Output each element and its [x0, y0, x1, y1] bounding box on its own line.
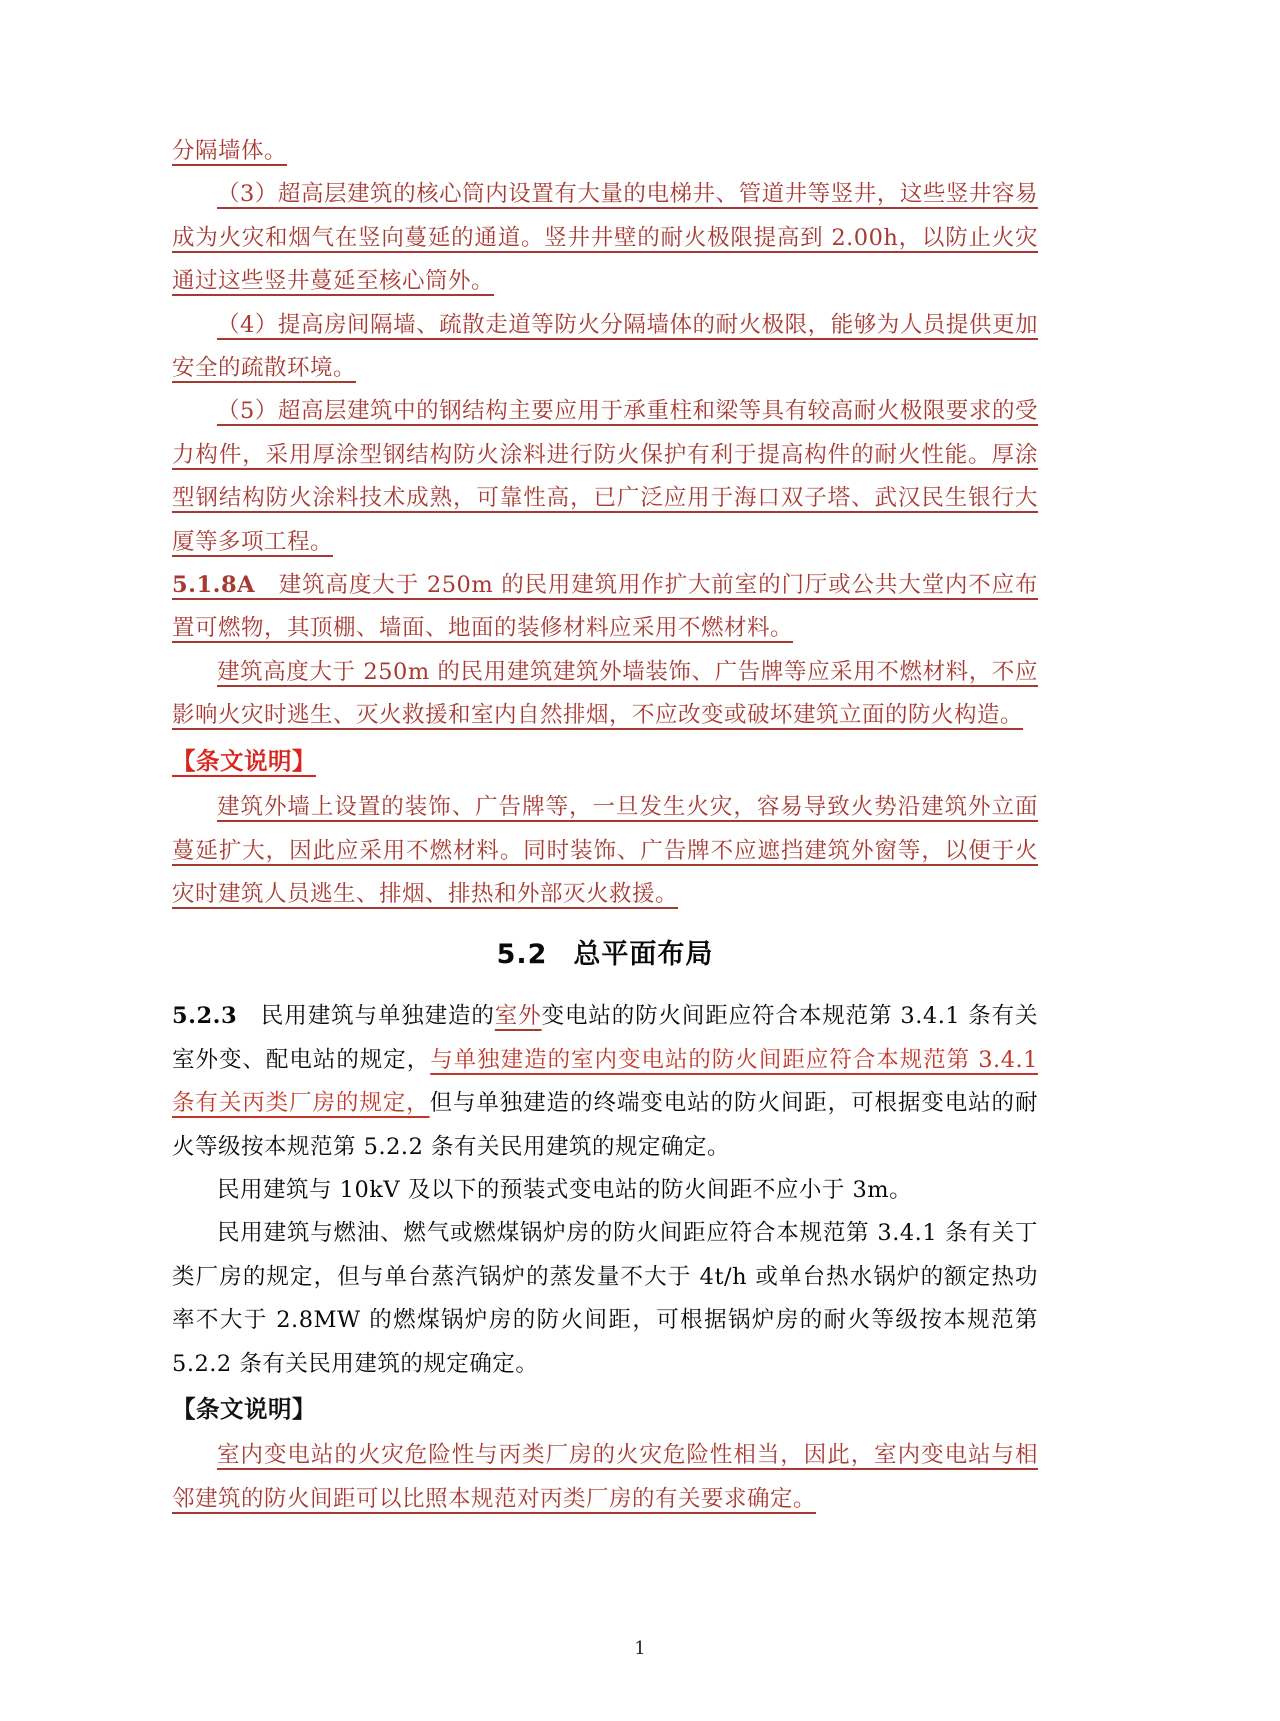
text-segment: 建筑高度大于 250m 的民用建筑用作扩大前室的门厅或公共大堂内不应布置可燃物，其顶棚、墙面、地面的装修材料应采用不燃材料。 — [172, 572, 1038, 642]
paragraph-wall-continuation — [172, 130, 1038, 173]
text-segment: 民用建筑与燃油、燃气或燃煤锅炉房的防火间距应符合本规范第 3.4.1 条有关丁类厂房的规定，但与单台蒸汽锅炉的蒸发量不大于 4t/h 或单台热水锅炉的额定热功率不大于 2.8MW 的燃煤锅炉房的防火间距，可根据锅炉房的耐火等级按本规范第 5.2.2 条有关民用建筑的规定确定。 — [172, 1220, 1038, 1377]
text-segment: 分隔墙体。 — [172, 138, 288, 164]
text-segment: （4）提高房间隔墙、疏散走道等防火分隔墙体的耐火极限，能够为人员提供更加安全的疏散环境。 — [172, 311, 1038, 382]
paragraph-note-facade — [172, 786, 1038, 916]
page-number: 1 — [634, 1638, 646, 1659]
text-segment: 但与单独建造的终端变电站的防火间距，可根据变电站的耐火等级按本规范第 5.2.2 条有关民用建筑的规定确定。 — [172, 1090, 1038, 1160]
text-segment: 与单独建造的室内变电站的防火间距应符合本规范第 3.4.1 条有关丙类厂房的规定， — [172, 1046, 1038, 1117]
section-title: 总平面布局 — [573, 939, 714, 971]
paragraph-item-3-shafts — [172, 173, 1038, 303]
paragraph-item-4-partitions — [172, 304, 1038, 391]
paragraph-facade-decoration — [172, 651, 1038, 738]
text-segment: 室内变电站的火灾危险性与丙类厂房的火灾危险性相当，因此，室内变电站与相邻建筑的防火间距可以比照本规范对丙类厂房的有关要求确定。 — [172, 1442, 1038, 1512]
text-segment: 建筑外墙上设置的装饰、广告牌等，一旦发生火灾，容易导致火势沿建筑外立面蔓延扩大，因此应采用不燃材料。同时装饰、广告牌不应遮挡建筑外窗等，以便于火灾时建筑人员逃生、排烟、排热和外部灭火救援。 — [172, 794, 1038, 907]
text-segment: 【条文说明】 — [172, 746, 316, 775]
paragraph-boiler-room — [172, 1212, 1038, 1386]
clause-note-label-black — [172, 1388, 1038, 1432]
paragraph-note-indoor-substation — [172, 1434, 1038, 1521]
text-segment: 变电站的防火间距应符合本规范第 3.4.1 条有关室外变、配电站的规定， — [172, 1003, 1038, 1073]
text-segment: 室外 — [494, 1003, 542, 1030]
clause-5-2-3 — [172, 995, 1038, 1169]
clause-note-label-red — [172, 740, 1038, 784]
text-segment: 建筑高度大于 250m 的民用建筑建筑外墙装饰、广告牌等应采用不燃材料，不应影响火灾时逃生、灭火救援和室内自然排烟，不应改变或破坏建筑立面的防火构造。 — [172, 658, 1038, 729]
text-segment: 5.1.8A — [172, 572, 256, 599]
paragraph-10kv-substation — [172, 1169, 1038, 1212]
section-number: 5.2 — [496, 939, 548, 971]
text-segment: 【条文说明】 — [172, 1394, 316, 1423]
section-heading-5-2 — [172, 933, 1038, 976]
clause-5-1-8A — [172, 564, 1038, 651]
paragraph-item-5-steel — [172, 390, 1038, 564]
text-segment: （3）超高层建筑的核心筒内设置有大量的电梯井、管道井等竖井，这些竖井容易成为火灾和烟气在竖向蔓延的通道。竖井井壁的耐火极限提高到 2.00h，以防止火灾通过这些竖井蔓延至核心筒外。 — [172, 181, 1038, 295]
text-segment: 民用建筑与 10kV 及以下的预装式变电站的防火间距不应小于 3m。 — [217, 1176, 913, 1203]
text-segment: 5.2.3 — [172, 1003, 238, 1030]
text-segment: （5）超高层建筑中的钢结构主要应用于承重柱和梁等具有较高耐火极限要求的受力构件，采用厚涂型钢结构防火涂料进行防火保护有利于提高构件的耐火性能。厚涂型钢结构防火涂料技术成熟，可靠性高，已广泛应用于海口双子塔、武汉民生银行大厦等多项工程。 — [172, 398, 1038, 555]
document-body — [172, 130, 1038, 1521]
text-segment: 民用建筑与单独建造的 — [237, 1003, 495, 1030]
